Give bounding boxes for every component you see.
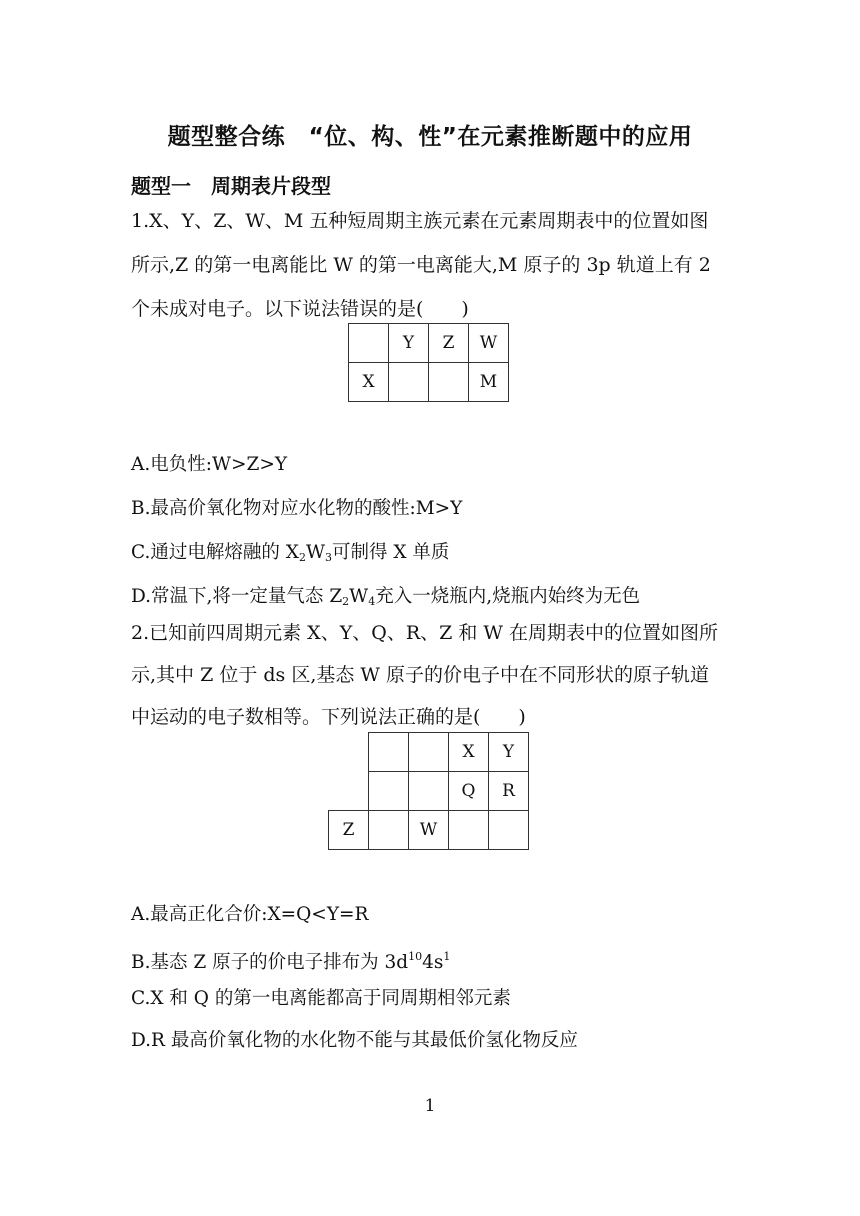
q2-option-a: A.最高正化合价:X=Q<Y=R — [131, 904, 369, 925]
q2-cell: R — [489, 772, 529, 811]
q1-cell: Z — [429, 324, 469, 363]
q2-cell — [369, 772, 409, 811]
q2-cell: X — [449, 733, 489, 772]
q2-cell-empty — [329, 733, 369, 772]
q1-cell: W — [469, 324, 509, 363]
q1-option-c-text: 可制得 X 单质 — [331, 542, 450, 563]
q2-stem-line-1: 2.已知前四周期元素 X、Y、Q、R、Z 和 W 在周期表中的位置如图所 — [131, 622, 718, 644]
q2-stem-line-2: 示,其中 Z 位于 ds 区,基态 W 原子的价电子中在不同形状的原子轨道 — [131, 664, 709, 686]
q2-cell — [489, 811, 529, 850]
q1-option-d-text: W — [349, 586, 369, 607]
subscript: 3 — [324, 551, 332, 564]
q1-option-c — [131, 540, 449, 571]
q1-option-b: B.最高价氧化物对应水化物的酸性:M>Y — [131, 498, 463, 519]
q1-option-d — [131, 584, 640, 615]
section-heading: 题型一 周期表片段型 — [131, 174, 331, 198]
q2-cell — [369, 733, 409, 772]
q1-option-d-text: D.常温下,将一定量气态 Z — [131, 586, 343, 607]
q1-cell: Y — [389, 324, 429, 363]
page-title: 题型整合练 “位、构、性”在元素推断题中的应用 — [167, 124, 693, 150]
q2-cell: Q — [449, 772, 489, 811]
q2-option-b-text: 4s — [422, 952, 444, 973]
q2-cell: Y — [489, 733, 529, 772]
q2-option-d: D.R 最高价氧化物的水化物不能与其最低价氢化物反应 — [131, 1030, 578, 1051]
q1-stem-line-3: 个未成对电子。以下说法错误的是( ) — [131, 298, 469, 320]
q1-periodic-table-fragment — [348, 323, 509, 402]
q2-option-b — [131, 944, 450, 976]
q1-cell — [349, 324, 389, 363]
q1-stem-line-1: 1.X、Y、Z、W、M 五种短周期主族元素在元素周期表中的位置如图 — [131, 210, 709, 232]
q2-cell: Z — [329, 811, 369, 850]
q2-cell-empty — [329, 772, 369, 811]
q2-option-c: C.X 和 Q 的第一电离能都高于同周期相邻元素 — [131, 988, 511, 1009]
q1-cell: X — [349, 363, 389, 402]
q1-option-c-text: W — [305, 542, 325, 563]
q2-cell: W — [409, 811, 449, 850]
q2-cell — [369, 811, 409, 850]
q1-option-a: A.电负性:W>Z>Y — [131, 454, 288, 475]
q2-cell — [409, 772, 449, 811]
subscript: 4 — [368, 595, 376, 608]
q1-option-c-text: C.通过电解熔融的 X — [131, 542, 299, 563]
subscript: 2 — [342, 595, 350, 608]
subscript: 2 — [298, 551, 306, 564]
q1-cell — [389, 363, 429, 402]
q1-cell — [429, 363, 469, 402]
q1-option-d-text: 充入一烧瓶内,烧瓶内始终为无色 — [375, 586, 641, 607]
q1-cell: M — [469, 363, 509, 402]
q2-option-b-text: B.基态 Z 原子的价电子排布为 3d — [131, 952, 409, 973]
page-number: 1 — [424, 1096, 436, 1116]
superscript: 10 — [408, 950, 423, 963]
q2-stem-line-3: 中运动的电子数相等。下列说法正确的是( ) — [131, 706, 526, 728]
q2-cell — [449, 811, 489, 850]
q1-stem-line-2: 所示,Z 的第一电离能比 W 的第一电离能大,M 原子的 3p 轨道上有 2 — [131, 254, 711, 276]
q2-periodic-table-fragment — [328, 732, 529, 850]
superscript: 1 — [443, 950, 451, 963]
q2-cell — [409, 733, 449, 772]
